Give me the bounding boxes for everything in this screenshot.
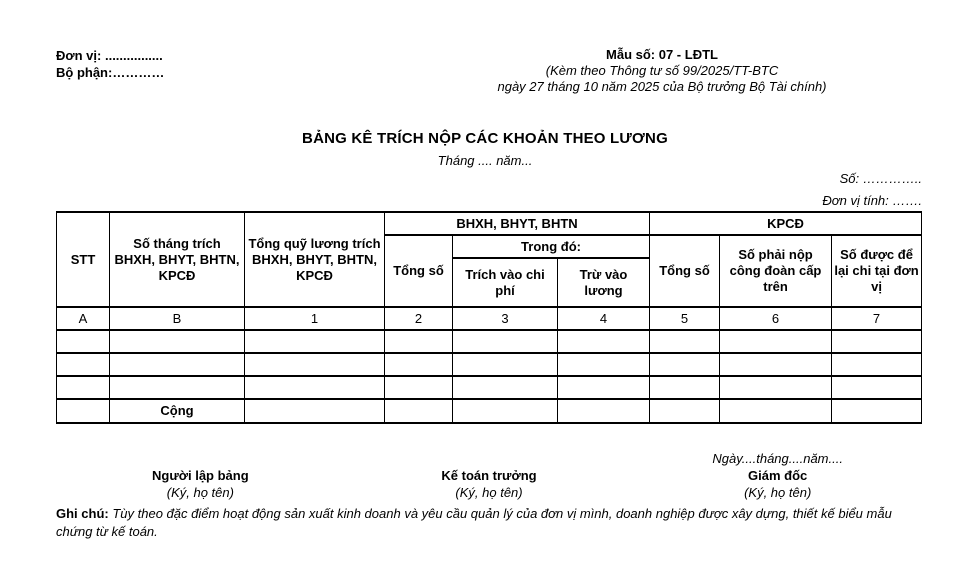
table-cell-empty xyxy=(720,399,832,423)
footnote-label: Ghi chú: xyxy=(56,506,109,521)
table-cell-empty xyxy=(453,376,558,399)
index-cell: 3 xyxy=(453,307,558,330)
index-cell: 6 xyxy=(720,307,832,330)
table-cell-empty xyxy=(832,376,922,399)
signature-date-line: Ngày....tháng....năm.... xyxy=(712,451,843,466)
table-cell-empty xyxy=(832,330,922,353)
table-cell-empty xyxy=(558,376,650,399)
currency-unit-label: Đơn vị tính: ……. xyxy=(822,193,922,208)
table-cell-empty xyxy=(453,330,558,353)
footnote xyxy=(56,505,924,541)
header-stt: STT xyxy=(57,212,110,307)
form-number-block xyxy=(462,47,862,95)
signature-block xyxy=(56,450,922,501)
index-cell: 2 xyxy=(385,307,453,330)
column-index-row xyxy=(57,307,922,330)
document-number: Số: ………….. xyxy=(839,171,922,186)
table-cell-empty xyxy=(57,399,110,423)
form-title: BẢNG KÊ TRÍCH NỘP CÁC KHOẢN THEO LƯƠNG xyxy=(302,130,668,147)
director-note: (Ký, họ tên) xyxy=(744,485,812,500)
table-row xyxy=(57,376,922,399)
circular-line-2: ngày 27 tháng 10 năm 2025 của Bộ trưởng Bộ Tài chính) xyxy=(497,79,827,94)
table-cell-empty xyxy=(245,353,385,376)
header-bhxh-group: BHXH, BHYT, BHTN xyxy=(385,212,650,235)
table-cell-empty xyxy=(57,353,110,376)
table-cell-empty xyxy=(720,376,832,399)
signature-director xyxy=(633,450,922,501)
table-row xyxy=(57,330,922,353)
table-cell-empty xyxy=(650,330,720,353)
index-cell: 4 xyxy=(558,307,650,330)
chief-accountant-note: (Ký, họ tên) xyxy=(455,485,523,500)
total-label-cell: Cộng xyxy=(110,399,245,423)
preparer-note: (Ký, họ tên) xyxy=(166,485,234,500)
header-salary-fund: Tổng quỹ lương trích BHXH, BHYT, BHTN, KPCĐ xyxy=(245,212,385,307)
table-cell-empty xyxy=(650,376,720,399)
table-cell-empty xyxy=(385,399,453,423)
form-period: Tháng .... năm... xyxy=(437,153,533,168)
index-cell: B xyxy=(110,307,245,330)
header-kpcd-group: KPCĐ xyxy=(650,212,922,235)
table-cell-empty xyxy=(245,399,385,423)
header-months-deducted: Số tháng trích BHXH, BHYT, BHTN, KPCĐ xyxy=(110,212,245,307)
table-cell-empty xyxy=(245,376,385,399)
table-cell-empty xyxy=(453,399,558,423)
table-cell-empty xyxy=(720,353,832,376)
table-cell-empty xyxy=(385,376,453,399)
table-cell-empty xyxy=(650,399,720,423)
index-cell: 1 xyxy=(245,307,385,330)
header-bhxh-breakdown: Trong đó: xyxy=(453,235,650,258)
table-cell-empty xyxy=(57,330,110,353)
table-cell-empty xyxy=(832,399,922,423)
form-number: Mẫu số: 07 - LĐTL xyxy=(606,47,718,62)
header-deduct-into-cost: Trích vào chi phí xyxy=(453,258,558,307)
table-cell-empty xyxy=(558,353,650,376)
table-cell-empty xyxy=(110,353,245,376)
footnote-text: Tùy theo đặc điểm hoạt động sản xuất kinh doanh và yêu cầu quản lý của đơn vị mình, doanh nghiệp được xây dựng, thiết kế biểu mẫu chứng từ kế toán. xyxy=(56,506,892,539)
signature-chief-accountant xyxy=(345,450,634,501)
header-bhxh-total: Tổng số xyxy=(385,235,453,307)
department-label: Bộ phận:………… xyxy=(56,65,165,80)
index-cell: A xyxy=(57,307,110,330)
signature-preparer xyxy=(56,450,345,501)
form-table xyxy=(56,211,922,424)
signature-spacer xyxy=(56,450,345,467)
table-cell-empty xyxy=(720,330,832,353)
index-cell: 7 xyxy=(832,307,922,330)
signature-spacer xyxy=(345,450,634,467)
table-cell-empty xyxy=(110,376,245,399)
table-row xyxy=(57,353,922,376)
table-cell-empty xyxy=(57,376,110,399)
header-deduct-from-salary: Trừ vào lương xyxy=(558,258,650,307)
table-cell-empty xyxy=(453,353,558,376)
circular-line-1: (Kèm theo Thông tư số 99/2025/TT-BTC xyxy=(545,63,779,78)
total-row xyxy=(57,399,922,423)
table-cell-empty xyxy=(385,330,453,353)
header-retained-at-unit: Số được để lại chi tại đơn vị xyxy=(832,235,922,307)
org-block xyxy=(56,47,164,81)
table-cell-empty xyxy=(110,330,245,353)
table-cell-empty xyxy=(558,330,650,353)
preparer-title: Người lập bảng xyxy=(152,468,249,483)
unit-label: Đơn vị: ................ xyxy=(56,48,163,63)
header-union-payable: Số phải nộp công đoàn cấp trên xyxy=(720,235,832,307)
table-cell-empty xyxy=(245,330,385,353)
table-cell-empty xyxy=(558,399,650,423)
table-cell-empty xyxy=(832,353,922,376)
table-cell-empty xyxy=(650,353,720,376)
header-kpcd-total: Tổng số xyxy=(650,235,720,307)
table-cell-empty xyxy=(385,353,453,376)
index-cell: 5 xyxy=(650,307,720,330)
title-block xyxy=(0,130,970,168)
chief-accountant-title: Kế toán trưởng xyxy=(441,468,537,483)
director-title: Giám đốc xyxy=(748,468,808,483)
